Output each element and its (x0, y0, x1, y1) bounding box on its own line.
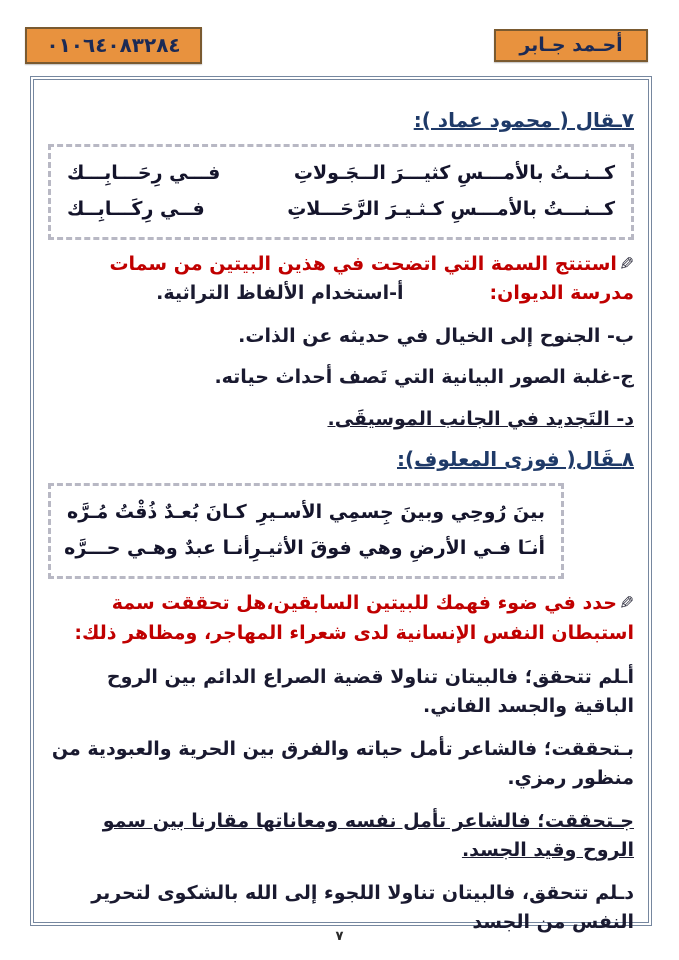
pencil-icon: ✎ (618, 254, 634, 275)
page-number: ٧ (335, 929, 344, 944)
poem-verse (67, 494, 545, 530)
poem-verse (67, 191, 615, 227)
poem-verse (64, 530, 545, 566)
page-content (34, 80, 648, 933)
pencil-icon: ✎ (618, 593, 634, 615)
phone-number-badge: ٠١٠٦٤٠٨٣٢٨٤ (25, 27, 202, 64)
question-7-option-c: ج-غلبة الصور البيانية التي تَصف أحداث حياته. (214, 366, 634, 389)
verse-second-hemistich: فــي رِكَـــابِــك (67, 198, 205, 220)
verse-first-hemistich: كــنــتُ بالأمـــسِ كثيـــرَ الــجَـولاتِ (293, 162, 615, 184)
question-8-poem-box (48, 483, 564, 579)
question-8-title: ٨ـقَال( فوزى المعلوف): (397, 447, 634, 472)
verse-second-hemistich: كـانَ بُعـدٌ ذُقْتُ مُـرَّه (67, 501, 247, 524)
question-8-option-a: أـلم تتحقق؛ فالبيتان تناولا قضية الصراع الدائم بين الروح الباقية والجسد الفاني. (106, 666, 634, 717)
question-7-option-d: د- التَجديد في الجانب الموسيقَى. (327, 407, 634, 430)
question-8-option-b: بـتحققت؛ فالشاعر تأمل حياته والفرق بين الحرية والعبودية من منظور رمزي. (51, 738, 634, 789)
poem-verse (67, 155, 615, 191)
question-8-option-c: جـتحققت؛ فالشاعر تأمل نفسه ومعاناتها مقارنا بين سمو الروح وقيد الجسد. (102, 810, 634, 861)
question-7-poem-box (48, 144, 634, 240)
question-7-prompt-text: استنتج السمة التي اتضحت في هذين البيتين من سمات مدرسة الديوان: (109, 253, 634, 305)
verse-first-hemistich: كــنـــتُ بالأمـــسِ كـثـيـرَ الرَّحَـــلاتِ (287, 198, 615, 220)
question-8-option-d: دـلم تتحقق، فالبيتان تناولا اللجوء إلى الله بالشكوى لتحرير النفس من الجسد (91, 882, 634, 933)
question-8-prompt-text: حدد في ضوء فهمك للبيتين السابقين،هل تحققت سمة استبطان النفس الإنسانية لدى شعراء المهاجر، ومظاهر ذلك: (74, 592, 634, 644)
verse-second-hemistich: فـــي رِحَـــابِـــك (67, 162, 221, 184)
verse-first-hemistich: أنـَا فـي الأرضِ وهي فوقَ الأثيـرِ (249, 537, 545, 560)
question-7-option-b: ب- الجنوح إلى الخيال في حديثه عن الذات. (238, 324, 634, 347)
verse-first-hemistich: بينَ رُوحِي وبينَ جِسمِي الأسـيرِ (256, 501, 545, 524)
question-7-prompt (48, 250, 634, 309)
question-7-option-a: أ-استخدام الألفاظ التراثية. (156, 282, 404, 305)
teacher-name-badge: أحـمد جـابر (494, 29, 648, 62)
page-border-frame (30, 76, 652, 933)
question-8-prompt (48, 589, 634, 648)
question-7-title: ٧ـقال ( محمود عماد ): (413, 108, 634, 132)
verse-second-hemistich: أنـا عبدٌ وهـي حـــرَّه (64, 537, 250, 560)
